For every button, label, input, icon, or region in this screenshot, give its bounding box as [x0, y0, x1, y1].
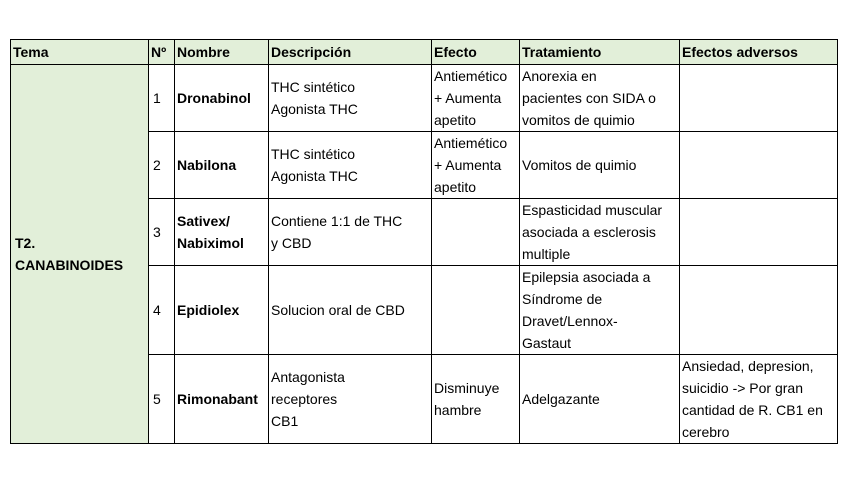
- descripcion-line: Agonista THC: [271, 101, 358, 117]
- tratamiento-line: asociada a esclerosis: [522, 224, 656, 240]
- row-number: 4: [149, 266, 175, 355]
- adversos-cell: [680, 65, 838, 132]
- efecto-line: + Aumenta: [434, 90, 502, 106]
- table-row: [11, 65, 838, 132]
- adversos-line: suicidio -> Por gran: [682, 380, 804, 396]
- row-number: 5: [149, 355, 175, 444]
- descripcion-cell: [269, 132, 432, 199]
- efecto-cell: [432, 199, 520, 266]
- tratamiento-line: Vomitos de quimio: [522, 157, 637, 173]
- nombre-cell: [175, 65, 269, 132]
- nombre-cell: [175, 266, 269, 355]
- descripcion-cell: [269, 266, 432, 355]
- row-number: 3: [149, 199, 175, 266]
- nombre-line: Epidiolex: [177, 302, 240, 318]
- efecto-line: Antiemético: [434, 68, 508, 84]
- header-row: [11, 40, 838, 65]
- efecto-cell: [432, 65, 520, 132]
- descripcion-line: Contiene 1:1 de THC: [271, 213, 403, 229]
- nombre-line: Nabilona: [177, 157, 237, 173]
- header-nombre: Nombre: [175, 40, 269, 65]
- tema-cell: T2. CANABINOIDES: [11, 65, 149, 444]
- tratamiento-line: Adelgazante: [522, 391, 600, 407]
- header-tema: Tema: [11, 40, 149, 65]
- descripcion-line: y CBD: [271, 235, 312, 251]
- header-tratamiento: Tratamiento: [520, 40, 680, 65]
- efecto-line: apetito: [434, 112, 477, 128]
- tratamiento-line: Gastaut: [522, 335, 572, 351]
- descripcion-line: Solucion oral de CBD: [271, 302, 405, 318]
- efecto-line: hambre: [434, 402, 482, 418]
- nombre-line: Nabiximol: [177, 235, 244, 251]
- descripcion-line: CB1: [271, 413, 299, 429]
- descripcion-line: THC sintético: [271, 79, 356, 95]
- header-descripcion: Descripción: [269, 40, 432, 65]
- descripcion-line: receptores: [271, 391, 338, 407]
- adversos-cell: [680, 266, 838, 355]
- descripcion-line: Agonista THC: [271, 168, 358, 184]
- adversos-cell: [680, 132, 838, 199]
- descripcion-cell: [269, 355, 432, 444]
- header-efectos-adversos: Efectos adversos: [680, 40, 838, 65]
- drug-table: [10, 39, 838, 444]
- tratamiento-line: Dravet/Lennox-: [522, 313, 618, 329]
- nombre-cell: [175, 199, 269, 266]
- tratamiento-cell: [520, 266, 680, 355]
- tratamiento-line: Síndrome de: [522, 291, 603, 307]
- tratamiento-cell: [520, 199, 680, 266]
- efecto-line: Disminuye: [434, 380, 500, 396]
- descripcion-cell: [269, 199, 432, 266]
- adversos-line: Ansiedad, depresion,: [682, 358, 814, 374]
- tratamiento-cell: [520, 65, 680, 132]
- tratamiento-cell: [520, 355, 680, 444]
- descripcion-line: THC sintético: [271, 146, 356, 162]
- adversos-line: cerebro: [682, 424, 730, 440]
- tratamiento-line: Epilepsia asociada a: [522, 269, 651, 285]
- nombre-cell: [175, 132, 269, 199]
- nombre-line: Dronabinol: [177, 90, 251, 106]
- efecto-cell: [432, 355, 520, 444]
- tratamiento-line: Espasticidad muscular: [522, 202, 663, 218]
- nombre-cell: [175, 355, 269, 444]
- efecto-line: Antiemético: [434, 135, 508, 151]
- tratamiento-cell: [520, 132, 680, 199]
- efecto-cell: [432, 266, 520, 355]
- efecto-line: + Aumenta: [434, 157, 502, 173]
- tratamiento-line: multiple: [522, 246, 571, 262]
- efecto-line: apetito: [434, 179, 477, 195]
- tratamiento-line: Anorexia en: [522, 68, 597, 84]
- nombre-line: Rimonabant: [177, 391, 258, 407]
- tratamiento-line: pacientes con SIDA o: [522, 90, 656, 106]
- adversos-cell: [680, 355, 838, 444]
- header-numero: Nº: [149, 40, 175, 65]
- adversos-cell: [680, 199, 838, 266]
- row-number: 2: [149, 132, 175, 199]
- nombre-line: Sativex/: [177, 213, 230, 229]
- efecto-cell: [432, 132, 520, 199]
- row-number: 1: [149, 65, 175, 132]
- tratamiento-line: vomitos de quimio: [522, 112, 635, 128]
- descripcion-cell: [269, 65, 432, 132]
- header-efecto: Efecto: [432, 40, 520, 65]
- adversos-line: cantidad de R. CB1 en: [682, 402, 823, 418]
- descripcion-line: Antagonista: [271, 369, 345, 385]
